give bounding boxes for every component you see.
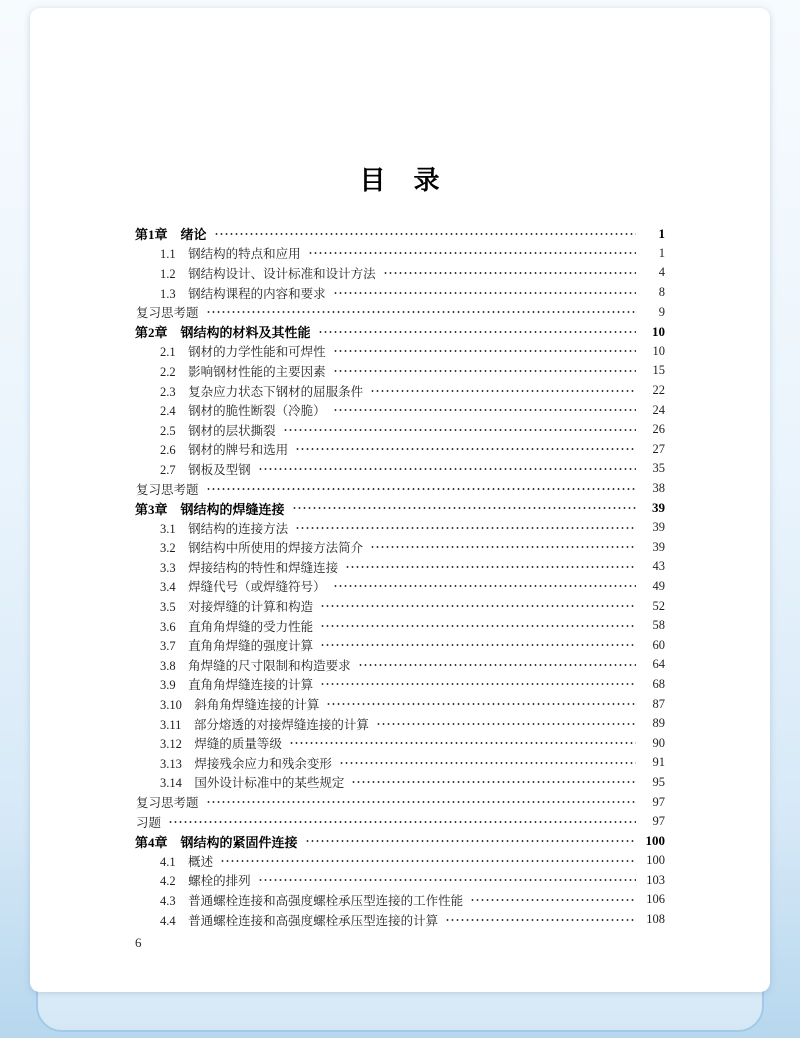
toc-entry — [135, 871, 665, 891]
dot-leader — [320, 639, 636, 651]
toc-entry-page: 87 — [652, 696, 665, 711]
toc-entry — [135, 557, 665, 577]
toc-entry — [135, 655, 665, 675]
dot-leader — [333, 580, 636, 592]
toc-entry-label: 2.1 钢材的力学性能和可焊性 — [160, 345, 326, 360]
toc-entry-label: 3.1 钢结构的连接方法 — [160, 521, 289, 536]
dot-leader — [333, 345, 636, 357]
toc-entry-page: 35 — [652, 461, 665, 476]
toc-entry-label: 4.2 螺栓的排列 — [160, 874, 251, 889]
toc-entry-page: 4 — [658, 265, 665, 280]
toc-entry-label: 3.8 角焊缝的尺寸限制和构造要求 — [160, 658, 351, 673]
toc-entry-page: 39 — [652, 500, 665, 516]
toc-entry — [135, 792, 665, 812]
toc-entry-label: 3.10 斜角角焊缝连接的计算 — [160, 698, 320, 713]
toc-entry-page: 15 — [652, 363, 665, 378]
toc-entry-page: 39 — [652, 539, 665, 554]
toc-entry-page: 89 — [652, 716, 665, 731]
toc-entry — [135, 616, 665, 636]
toc-entry-label: 2.6 钢材的牌号和选用 — [160, 443, 289, 458]
toc-entry-label: 复习思考题 — [136, 306, 199, 321]
toc-entry-page: 27 — [652, 441, 665, 456]
dot-leader — [220, 855, 636, 867]
toc-entry — [135, 302, 665, 322]
toc-entry-page: 1 — [658, 225, 665, 241]
toc-entry-page: 103 — [646, 872, 665, 887]
dot-leader — [295, 443, 636, 455]
toc-entry-page: 58 — [652, 618, 665, 633]
dot-leader — [320, 600, 636, 612]
page-title: 目 录 — [359, 166, 441, 195]
toc-entry-label: 第3章 钢结构的焊缝连接 — [135, 501, 285, 517]
dot-leader — [292, 502, 636, 514]
toc-entry — [135, 342, 665, 362]
toc-entry-page: 106 — [646, 892, 665, 907]
toc-entry — [135, 283, 665, 303]
toc-entry-label: 2.7 钢板及型钢 — [160, 462, 251, 477]
toc-entry — [135, 714, 665, 734]
toc-entry — [135, 635, 665, 655]
dot-leader — [258, 463, 636, 475]
toc-entry-page: 60 — [652, 637, 665, 652]
toc-entry-label: 复习思考题 — [136, 796, 199, 811]
toc-entry — [135, 831, 665, 851]
dot-leader — [351, 776, 636, 788]
dot-leader — [320, 678, 636, 690]
toc-entry — [135, 596, 665, 616]
toc-entry-label: 1.3 钢结构课程的内容和要求 — [160, 286, 326, 301]
toc-entry-label: 2.4 钢材的脆性断裂（冷脆） — [160, 404, 326, 419]
toc-entry-page: 108 — [646, 912, 665, 927]
dot-leader — [318, 326, 636, 338]
toc-entry-label: 复习思考题 — [136, 482, 199, 497]
toc-entry-page: 8 — [658, 285, 665, 300]
toc-entry — [135, 498, 665, 518]
toc-entry — [135, 440, 665, 460]
toc-entry-page: 49 — [652, 578, 665, 593]
dot-leader — [258, 874, 636, 886]
dot-leader — [358, 659, 636, 671]
dot-leader — [376, 718, 636, 730]
toc-entry-label: 1.2 钢结构设计、设计标准和设计方法 — [160, 266, 376, 281]
toc-entry-page: 22 — [652, 383, 665, 398]
toc-entry — [135, 675, 665, 695]
toc-entry-page: 10 — [652, 343, 665, 358]
dot-leader — [289, 737, 636, 749]
toc-entry-page: 52 — [652, 598, 665, 613]
toc-entry-label: 3.3 焊接结构的特性和焊缝连接 — [160, 560, 339, 575]
toc-entry-page: 1 — [658, 245, 665, 260]
toc-entry-page: 10 — [652, 323, 665, 339]
toc-entry-page: 90 — [652, 735, 665, 750]
dot-leader — [333, 404, 636, 416]
toc-entry — [135, 577, 665, 597]
toc-entry — [135, 518, 665, 538]
toc-entry — [135, 733, 665, 753]
dot-leader — [206, 306, 636, 318]
dot-leader — [383, 267, 636, 279]
toc-entry-label: 2.5 钢材的层状撕裂 — [160, 423, 276, 438]
toc-entry-label: 3.12 焊缝的质量等级 — [160, 737, 282, 752]
toc-entry — [135, 694, 665, 714]
toc-entry — [135, 381, 665, 401]
toc-entry-label: 习题 — [136, 815, 162, 830]
toc-entry-page: 100 — [645, 833, 665, 849]
toc-entry-label: 3.2 钢结构中所使用的焊接方法简介 — [160, 541, 364, 556]
dot-leader — [370, 385, 636, 397]
toc-entry — [135, 400, 665, 420]
toc-entry-page: 43 — [652, 559, 665, 574]
toc-entry — [135, 224, 665, 244]
toc-entry-page: 24 — [652, 402, 665, 417]
toc-entry-label: 第2章 钢结构的材料及其性能 — [135, 325, 311, 341]
toc-entry — [135, 420, 665, 440]
dot-leader — [339, 757, 636, 769]
toc-entry-page: 97 — [652, 794, 665, 809]
toc-entry — [135, 263, 665, 283]
toc-entry — [135, 459, 665, 479]
toc-entry — [135, 538, 665, 558]
dot-leader — [295, 522, 636, 534]
dot-leader — [206, 796, 636, 808]
toc-entry-label: 4.3 普通螺栓连接和高强度螺栓承压型连接的工作性能 — [160, 893, 464, 908]
toc-entry-label: 2.2 影响钢材性能的主要因素 — [160, 364, 326, 379]
dot-leader — [320, 620, 636, 632]
toc-entry-label: 3.7 直角角焊缝的强度计算 — [160, 639, 314, 654]
toc-entry-page: 9 — [658, 304, 665, 319]
dot-leader — [333, 287, 636, 299]
toc-entry-page: 26 — [652, 422, 665, 437]
toc-entry-page: 39 — [652, 520, 665, 535]
toc-entry-label: 1.1 钢结构的特点和应用 — [160, 247, 301, 262]
toc-entry-label: 3.14 国外设计标准中的某些规定 — [160, 776, 345, 791]
toc-entry-label: 2.3 复杂应力状态下钢材的屈服条件 — [160, 384, 364, 399]
toc-entry — [135, 773, 665, 793]
toc-entry-page: 64 — [652, 657, 665, 672]
dot-leader — [370, 541, 636, 553]
toc-entry-label: 3.13 焊接残余应力和残余变形 — [160, 756, 332, 771]
dot-leader — [470, 894, 636, 906]
toc-entry — [135, 244, 665, 264]
toc-entry — [135, 322, 665, 342]
dot-leader — [168, 816, 636, 828]
footer-page-number: 6 — [135, 935, 142, 951]
toc-entry — [135, 479, 665, 499]
toc-entry — [135, 851, 665, 871]
toc-entry-label: 第1章 绪论 — [135, 227, 207, 243]
dot-leader — [326, 698, 636, 710]
toc-entry-label: 3.4 焊缝代号（或焊缝符号） — [160, 580, 326, 595]
dot-leader — [206, 483, 636, 495]
toc-entry-label: 3.11 部分熔透的对接焊缝连接的计算 — [160, 717, 369, 732]
toc-entry — [135, 890, 665, 910]
toc-entry-page: 100 — [646, 853, 665, 868]
toc-list — [135, 224, 665, 929]
toc-entry — [135, 753, 665, 773]
toc-entry-page: 97 — [652, 814, 665, 829]
toc-entry-page: 95 — [652, 774, 665, 789]
toc-entry — [135, 910, 665, 930]
toc-entry-page: 68 — [652, 676, 665, 691]
toc-entry-label: 4.1 概述 — [160, 854, 214, 869]
toc-entry-label: 4.4 普通螺栓连接和高强度螺栓承压型连接的计算 — [160, 913, 439, 928]
toc-entry-page: 38 — [652, 481, 665, 496]
dot-leader — [214, 228, 636, 240]
dot-leader — [445, 914, 636, 926]
dot-leader — [333, 365, 636, 377]
dot-leader — [308, 247, 636, 259]
toc-entry-label: 第4章 钢结构的紧固件连接 — [135, 834, 298, 850]
toc-entry — [135, 361, 665, 381]
toc-entry-label: 3.6 直角角焊缝的受力性能 — [160, 619, 314, 634]
book-page — [30, 8, 770, 992]
dot-leader — [305, 835, 636, 847]
toc-entry-label: 3.9 直角角焊缝连接的计算 — [160, 678, 314, 693]
toc-entry — [135, 812, 665, 832]
dot-leader — [345, 561, 636, 573]
dot-leader — [283, 424, 636, 436]
toc-entry-label: 3.5 对接焊缝的计算和构造 — [160, 600, 314, 615]
toc-entry-page: 91 — [652, 755, 665, 770]
